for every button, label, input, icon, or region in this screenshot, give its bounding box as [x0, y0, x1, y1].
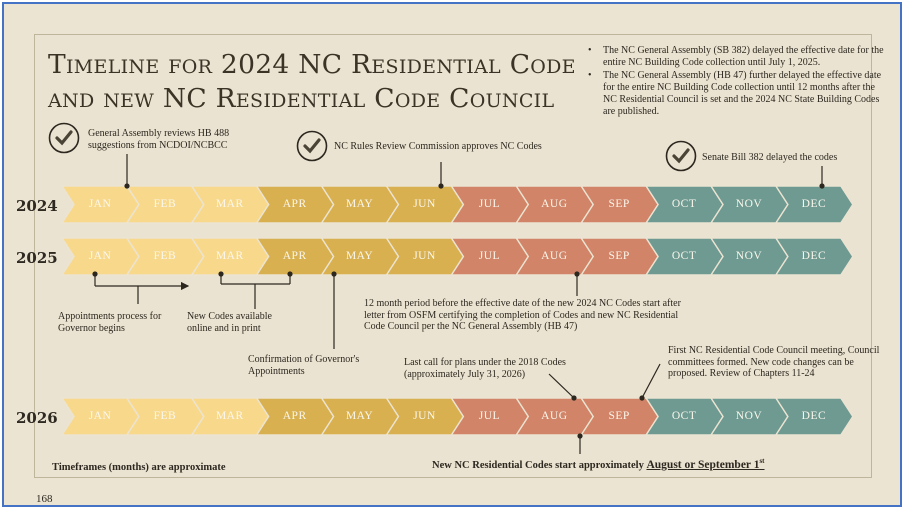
bullet-hb47: • The NC General Assembly (HB 47) further delayed the effective date for the entire NC Building Code collection until 12 months after the NC Residential Council is set and the 2024 NC State Building Codes are published.: [586, 70, 886, 118]
month-label: JAN: [88, 410, 112, 422]
month-label: NOV: [735, 250, 763, 262]
check-circle-icon: [48, 122, 80, 154]
codes-start-note: [432, 457, 765, 471]
slide-title: Timeline for 2024 NC Residential Code and new NC Residential Code Council: [48, 49, 576, 114]
month-label: MAY: [345, 410, 374, 422]
bullet-sb382: • The NC General Assembly (SB 382) delayed the effective date for the entire NC Building Code collection until July 1, 2025.: [586, 45, 886, 69]
month-label: FEB: [153, 250, 177, 262]
annotation-2026-aug: Last call for plans under the 2018 Codes (approximately July 31, 2026): [404, 357, 566, 380]
check-circle-icon: [665, 140, 697, 172]
codes-start-emphasis: August or September 1: [646, 458, 760, 471]
month-label: DEC: [801, 410, 827, 422]
month-label: MAR: [215, 410, 244, 422]
year-label-2024: 2024: [16, 197, 58, 215]
check-circle-icon: [296, 130, 328, 162]
annotation-2024-dec: Senate Bill 382 delayed the codes: [702, 152, 838, 163]
month-label: SEP: [608, 250, 630, 262]
month-label: MAR: [215, 198, 244, 210]
codes-start-prefix: New NC Residential Codes start approximately: [432, 459, 647, 471]
year-label-2026: 2026: [16, 409, 58, 427]
annotation-2025-jan: Appointments process for Governor begins: [58, 311, 162, 334]
timeframes-note: Timeframes (months) are approximate: [52, 462, 226, 473]
month-label: JUN: [413, 410, 436, 422]
annotation-2024-jan: General Assembly reviews HB 488 suggestions from NCDOI/NCBCC: [88, 128, 230, 151]
codes-start-sup: st: [759, 457, 765, 465]
codes-start-date: [646, 459, 764, 471]
month-label: NOV: [735, 198, 763, 210]
year-label-2025: 2025: [16, 249, 58, 267]
month-label: AUG: [541, 198, 568, 210]
month-label: DEC: [801, 198, 827, 210]
month-label: JUN: [413, 198, 436, 210]
month-label: AUG: [541, 250, 568, 262]
month-label: OCT: [671, 198, 697, 210]
annotation-2025-may: Confirmation of Governor's Appointments: [248, 354, 360, 377]
month-label: SEP: [608, 198, 630, 210]
month-label: MAY: [345, 250, 374, 262]
month-label: MAY: [345, 198, 374, 210]
month-label: DEC: [801, 250, 827, 262]
annotation-2025-aug: 12 month period before the effective date of the new 2024 NC Codes start after letter from OSFM certifying the completion of Codes and new NC Residential Code Council per the NC General Assembly (HB 47): [364, 298, 681, 332]
month-label: JUL: [478, 250, 501, 262]
month-label: MAR: [215, 250, 244, 262]
month-label: APR: [282, 250, 307, 262]
month-label: JAN: [88, 198, 112, 210]
month-label: FEB: [153, 198, 177, 210]
annotation-2026-sep: First NC Residential Code Council meeting, Council committees formed. New code changes can be proposed. Review of Chapters 11-24: [668, 345, 880, 379]
month-label: AUG: [541, 410, 568, 422]
month-label: NOV: [735, 410, 763, 422]
month-label: APR: [282, 410, 307, 422]
month-label: OCT: [671, 410, 697, 422]
month-label: JUL: [478, 410, 501, 422]
month-label: FEB: [153, 410, 177, 422]
month-label: JAN: [88, 250, 112, 262]
month-label: OCT: [671, 250, 697, 262]
month-label: JUN: [413, 250, 436, 262]
slide-frame: [2, 2, 902, 507]
month-label: SEP: [608, 410, 630, 422]
page-number: 168: [36, 493, 53, 505]
annotation-2024-jun: NC Rules Review Commission approves NC Codes: [334, 141, 542, 152]
month-label: APR: [282, 198, 307, 210]
connector-lines: [4, 4, 900, 505]
month-label: JUL: [478, 198, 501, 210]
annotation-2025-mar: New Codes available online and in print: [187, 311, 272, 334]
